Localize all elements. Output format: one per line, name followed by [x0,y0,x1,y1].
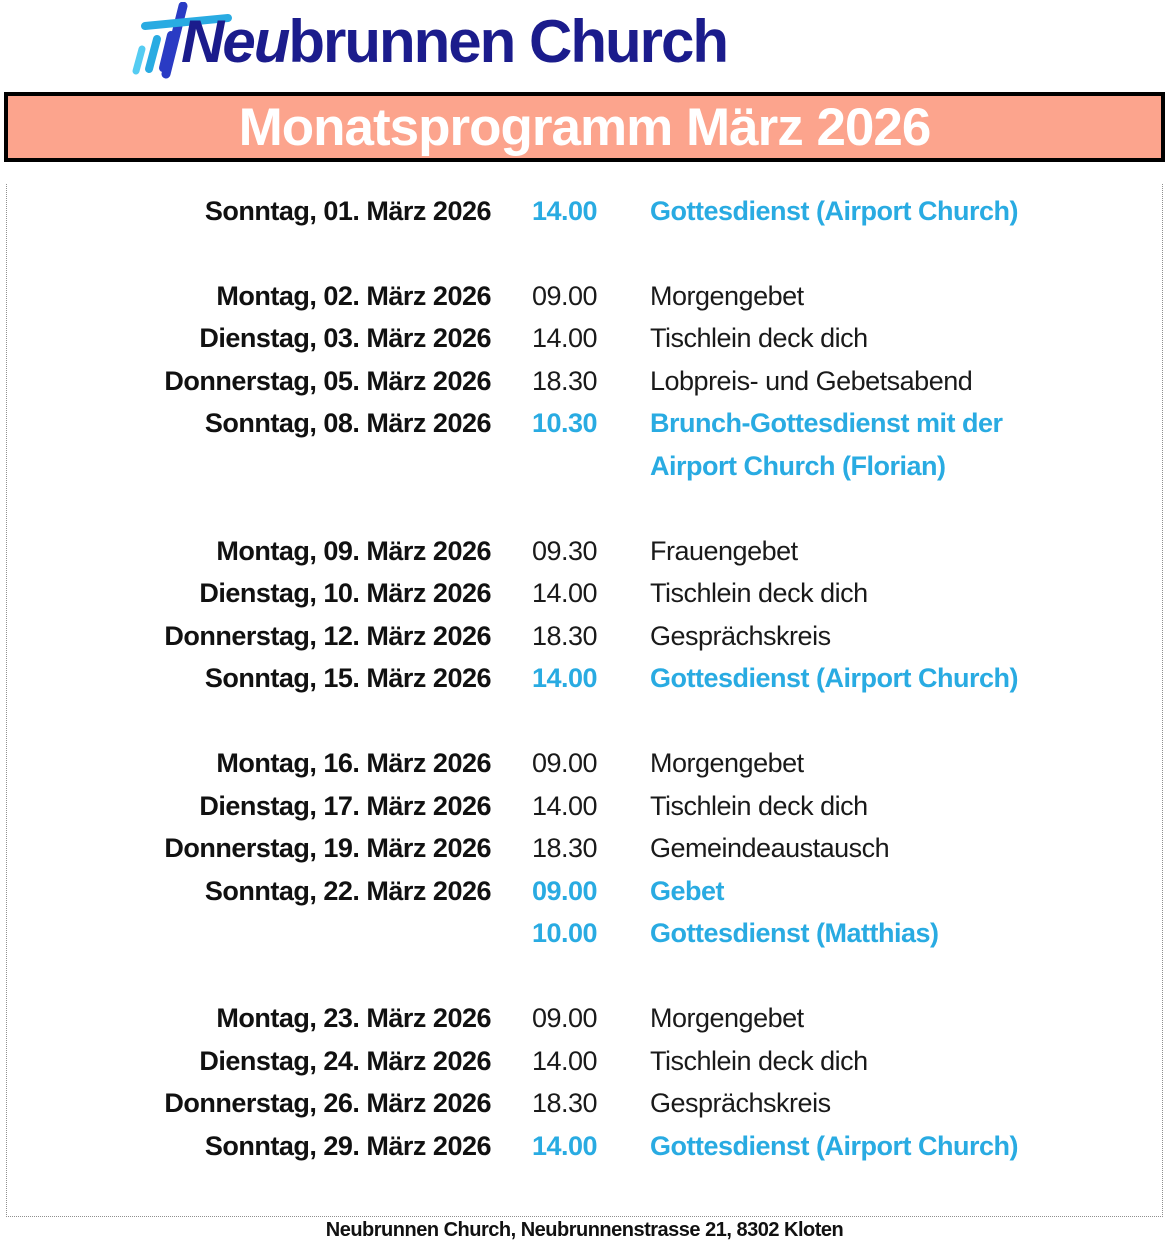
schedule [6,184,1163,1217]
event-time: 10.30 [532,408,598,439]
event-title: Gesprächskreis [650,620,831,651]
event-title: Gottesdienst (Airport Church) [650,663,1018,694]
event-date: Sonntag, 29. März 2026 [204,1130,491,1161]
event-title: Gottesdienst (Airport Church) [650,1130,1018,1161]
event-date: Donnerstag, 12. März 2026 [164,620,491,651]
event-date: Sonntag, 08. März 2026 [204,408,491,439]
schedule-row [7,785,1162,828]
event-title: Gesprächskreis [650,1088,831,1119]
brand-title-italic-part: Neu [181,8,289,75]
event-date: Donnerstag, 26. März 2026 [164,1088,491,1119]
event-date: Dienstag, 10. März 2026 [199,578,491,609]
schedule-row [7,445,1162,488]
event-time: 10.00 [532,918,598,949]
schedule-row [7,233,1162,276]
schedule-row [7,828,1162,871]
event-time: 18.30 [532,833,598,864]
event-title: Gemeindeaustausch [650,833,890,864]
event-title: Morgengebet [650,748,804,779]
brand-title-rest: brunnen Church [288,8,727,75]
event-time: 18.30 [532,620,598,651]
event-time: 09.00 [532,1003,598,1034]
event-date: Dienstag, 17. März 2026 [199,790,491,821]
schedule-row [7,403,1162,446]
event-date: Dienstag, 03. März 2026 [199,323,491,354]
schedule-row [7,573,1162,616]
event-title: Frauengebet [650,535,798,566]
event-date: Montag, 02. März 2026 [216,280,491,311]
event-date: Sonntag, 01. März 2026 [204,195,491,226]
event-title: Brunch-Gottesdienst mit der [650,408,1003,439]
schedule-row [7,913,1162,956]
logo [0,0,1169,92]
event-date: Dienstag, 24. März 2026 [199,1045,491,1076]
event-date: Donnerstag, 05. März 2026 [164,365,491,396]
event-title: Gottesdienst (Airport Church) [650,195,1018,226]
event-title: Gottesdienst (Matthias) [650,918,939,949]
event-time: 14.00 [532,195,598,226]
brand-title [181,0,727,88]
schedule-row [7,658,1162,701]
schedule-row [7,360,1162,403]
event-time: 09.30 [532,535,598,566]
event-time: 14.00 [532,323,598,354]
event-date: Donnerstag, 19. März 2026 [164,833,491,864]
event-title: Airport Church (Florian) [650,450,946,481]
event-title: Tischlein deck dich [650,1045,868,1076]
event-title: Morgengebet [650,1003,804,1034]
event-time: 14.00 [532,578,598,609]
event-time: 18.30 [532,1088,598,1119]
footer-address: Neubrunnen Church, Neubrunnenstrasse 21, 8302 Kloten [325,1219,844,1241]
schedule-row [7,318,1162,361]
event-title: Lobpreis- und Gebetsabend [650,365,973,396]
event-time: 14.00 [532,790,598,821]
event-date: Sonntag, 15. März 2026 [204,663,491,694]
program-title-banner [4,92,1165,162]
schedule-row [7,955,1162,998]
event-time: 09.00 [532,875,598,906]
event-time: 14.00 [532,663,598,694]
schedule-row [7,743,1162,786]
event-date: Sonntag, 22. März 2026 [204,875,491,906]
schedule-row [7,1040,1162,1083]
event-time: 09.00 [532,280,598,311]
schedule-row [7,615,1162,658]
event-date: Montag, 16. März 2026 [216,748,491,779]
event-title: Gebet [650,875,725,906]
schedule-row [7,1125,1162,1168]
event-title: Morgengebet [650,280,804,311]
schedule-row [7,870,1162,913]
schedule-rows [7,190,1162,1168]
schedule-row [7,190,1162,233]
event-time: 14.00 [532,1045,598,1076]
event-time: 18.30 [532,365,598,396]
event-title: Tischlein deck dich [650,323,868,354]
schedule-row [7,1083,1162,1126]
event-date: Montag, 09. März 2026 [216,535,491,566]
program-title: Monatsprogramm März 2026 [238,97,931,157]
schedule-row [7,530,1162,573]
schedule-row [7,275,1162,318]
schedule-row [7,998,1162,1041]
schedule-row [7,700,1162,743]
event-time: 14.00 [532,1130,598,1161]
event-title: Tischlein deck dich [650,578,868,609]
event-date: Montag, 23. März 2026 [216,1003,491,1034]
event-title: Tischlein deck dich [650,790,868,821]
schedule-row [7,488,1162,531]
event-time: 09.00 [532,748,598,779]
